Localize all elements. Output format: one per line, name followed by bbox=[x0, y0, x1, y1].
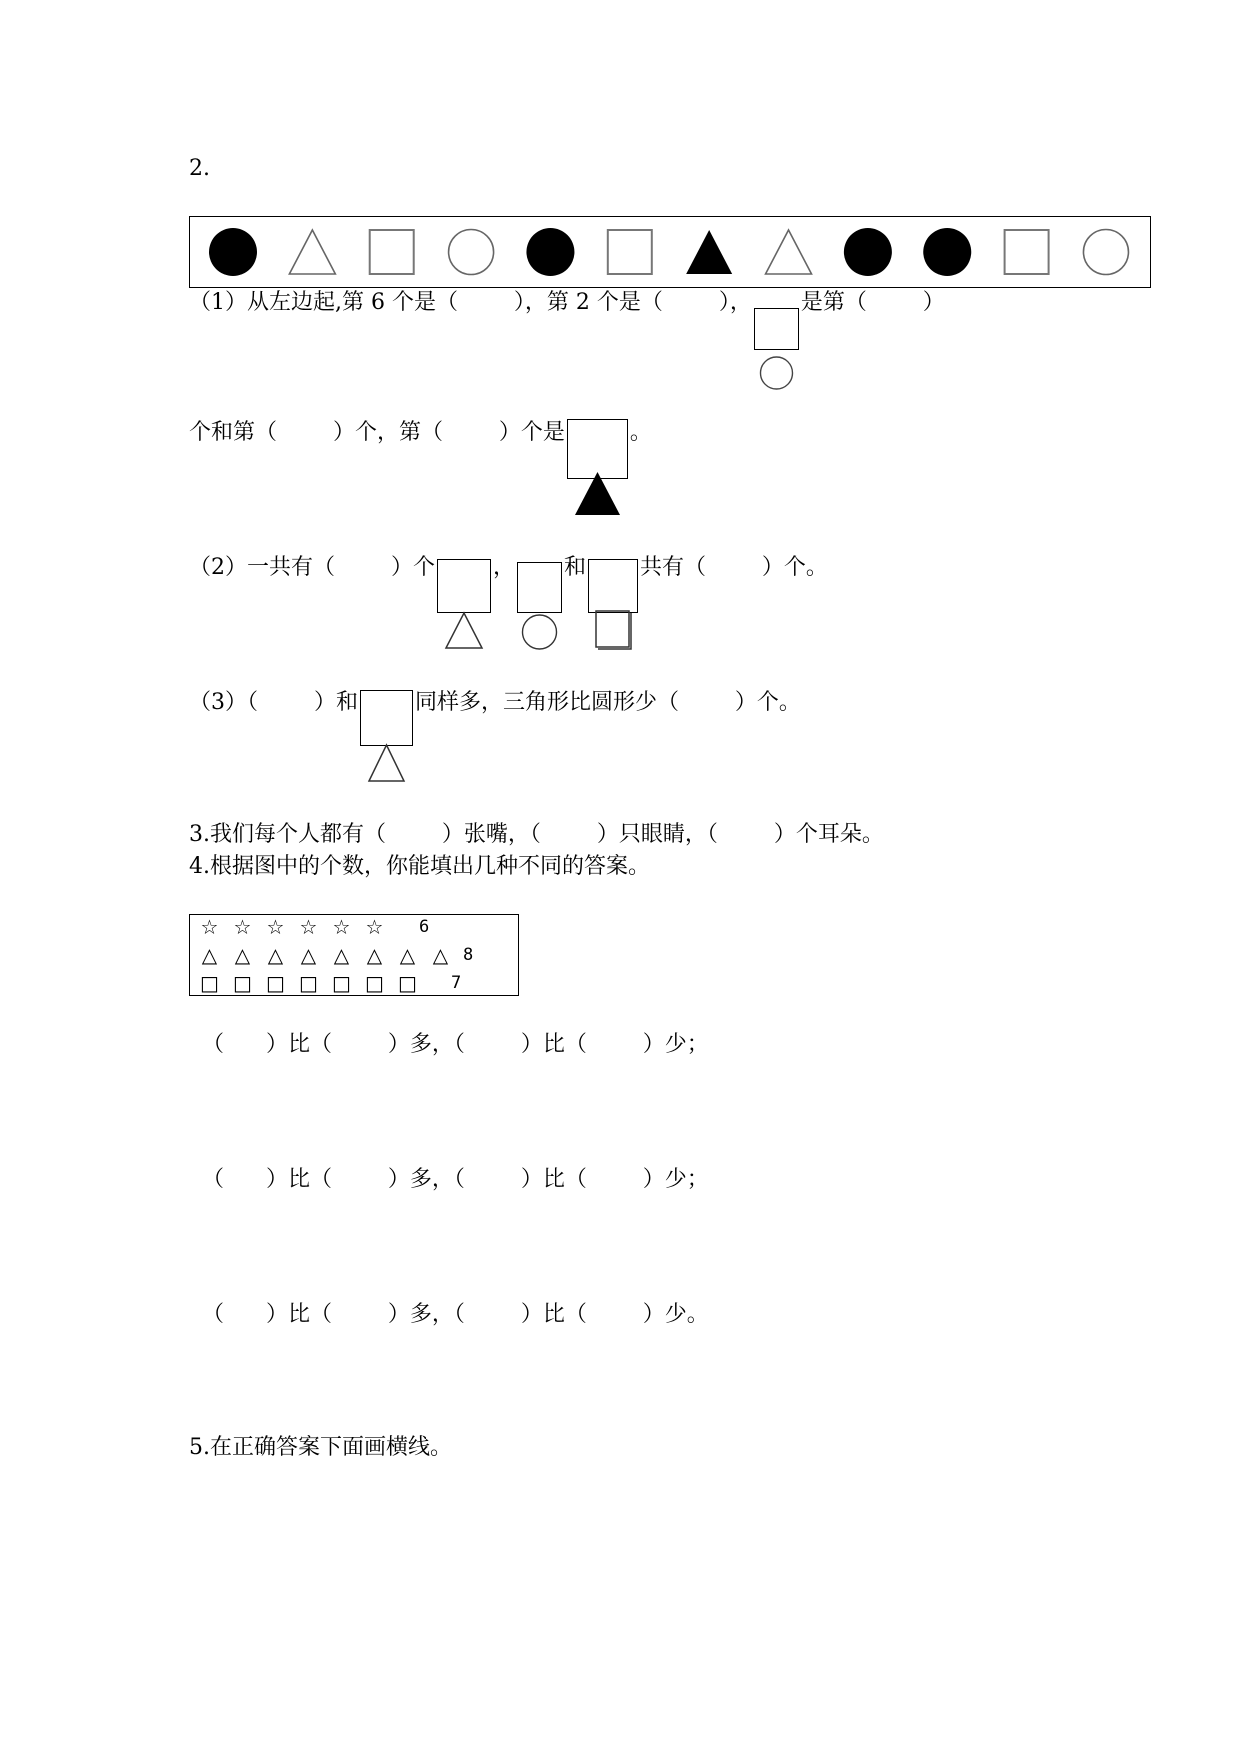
q2-part3-line bbox=[189, 692, 801, 746]
triangle-icon: △ bbox=[300, 943, 317, 967]
shape-11-outline-square-icon bbox=[1005, 230, 1049, 274]
q2-part2-text-a: （2）一共有（ ）个 bbox=[189, 555, 435, 580]
q2-part1-text-b: 是第（ ） bbox=[800, 290, 945, 315]
answer-line-2: （ ）比（ ）多，（ ）比（ ）少； bbox=[202, 1167, 709, 1192]
q2-part1-text-d: 。 bbox=[629, 420, 652, 445]
figure-row-count: 6 bbox=[419, 917, 430, 937]
shape-10-filled-circle-icon bbox=[923, 228, 971, 276]
figure-row-star bbox=[190, 916, 518, 938]
shape-4-outline-circle-icon bbox=[449, 230, 494, 275]
star-icon: ☆ bbox=[299, 915, 318, 939]
question-2-number: 2. bbox=[189, 156, 210, 181]
star-icon: ☆ bbox=[266, 915, 285, 939]
star-icon: ☆ bbox=[233, 915, 252, 939]
q2-part2-text-d: 共有（ ）个。 bbox=[639, 555, 828, 580]
square-icon: □ bbox=[299, 971, 318, 995]
shape-1-filled-circle-icon bbox=[209, 228, 257, 276]
triangle-box-icon bbox=[360, 690, 413, 746]
star-icon: ☆ bbox=[332, 915, 351, 939]
question-4-text: 4.根据图中的个数，你能填出几种不同的答案。 bbox=[189, 854, 650, 879]
shape-2-outline-triangle-icon bbox=[289, 230, 335, 274]
shape-7-filled-triangle-icon bbox=[686, 230, 732, 274]
count-figure-box bbox=[189, 914, 519, 996]
shape-9-filled-circle-icon bbox=[844, 228, 892, 276]
q2-part3-text-a: （3）（ ）和 bbox=[189, 690, 358, 715]
shape-8-outline-triangle-icon bbox=[766, 230, 812, 274]
square-box-icon bbox=[588, 559, 638, 613]
q2-part2-text-b: ， bbox=[492, 555, 515, 580]
circle-box-icon bbox=[517, 562, 562, 613]
star-icon: ☆ bbox=[365, 915, 384, 939]
shape-sequence bbox=[190, 217, 1150, 287]
square-icon: □ bbox=[332, 971, 351, 995]
question-5-text: 5.在正确答案下面画横线。 bbox=[189, 1435, 452, 1460]
shape-12-outline-circle-icon bbox=[1083, 230, 1128, 275]
answer-line-3: （ ）比（ ）多，（ ）比（ ）少。 bbox=[202, 1302, 709, 1327]
shape-3-outline-square-icon bbox=[370, 230, 414, 274]
question-3-text: 3.我们每个人都有（ ）张嘴，（ ）只眼睛，（ ）个耳朵。 bbox=[189, 822, 884, 847]
circle-box-icon bbox=[754, 308, 799, 350]
square-icon: □ bbox=[266, 971, 285, 995]
triangle-icon: △ bbox=[432, 943, 449, 967]
filled-triangle-box-icon bbox=[567, 419, 628, 479]
figure-row-count: 8 bbox=[463, 945, 474, 965]
square-icon: □ bbox=[365, 971, 384, 995]
triangle-icon: △ bbox=[333, 943, 350, 967]
q2-part2-line bbox=[189, 557, 828, 613]
figure-row-square bbox=[190, 972, 518, 994]
figure-row-triangle bbox=[190, 944, 518, 966]
triangle-box-icon bbox=[437, 559, 491, 613]
square-icon: □ bbox=[398, 971, 417, 995]
shape-sequence-box bbox=[189, 216, 1151, 288]
triangle-icon: △ bbox=[366, 943, 383, 967]
q2-part2-text-c: 和 bbox=[563, 555, 586, 580]
star-icon: ☆ bbox=[200, 915, 219, 939]
q2-part1-text-c: 个和第（ ）个，第（ ）个是 bbox=[189, 420, 565, 445]
shape-5-filled-circle-icon bbox=[526, 228, 574, 276]
q2-part1-text-a: （1）从左边起,第 6 个是（ ），第 2 个是（ ）， bbox=[189, 290, 752, 315]
q2-part1-line1 bbox=[189, 292, 945, 350]
answer-line-1: （ ）比（ ）多，（ ）比（ ）少； bbox=[202, 1032, 709, 1057]
square-icon: □ bbox=[200, 971, 219, 995]
q2-part3-text-b: 同样多，三角形比圆形少（ ）个。 bbox=[414, 690, 801, 715]
triangle-icon: △ bbox=[234, 943, 251, 967]
triangle-icon: △ bbox=[201, 943, 218, 967]
q2-part1-line2 bbox=[189, 422, 652, 479]
triangle-icon: △ bbox=[399, 943, 416, 967]
triangle-icon: △ bbox=[267, 943, 284, 967]
shape-6-outline-square-icon bbox=[608, 230, 652, 274]
figure-row-count: 7 bbox=[451, 973, 462, 993]
square-icon: □ bbox=[233, 971, 252, 995]
